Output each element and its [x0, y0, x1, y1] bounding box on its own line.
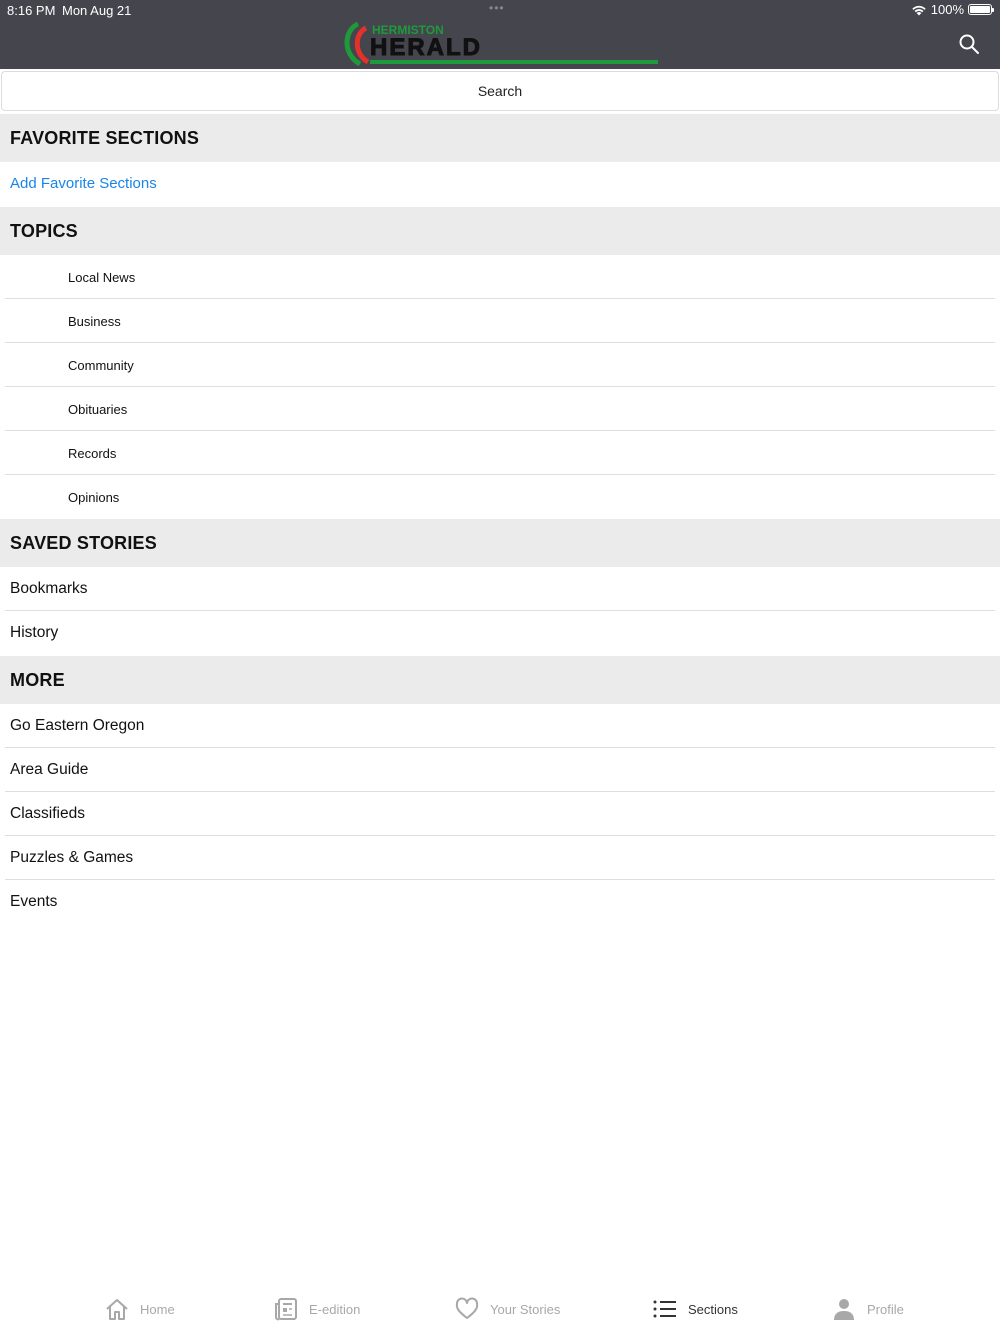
home-icon: [104, 1296, 130, 1322]
favorite-sections-title: FAVORITE SECTIONS: [10, 128, 200, 148]
status-time: 8:16 PM: [7, 3, 56, 18]
more-header: [0, 656, 1000, 704]
topic-item-local-news[interactable]: [0, 255, 1000, 299]
tab-your-stories[interactable]: [454, 1296, 560, 1322]
more-label: Area Guide: [10, 761, 89, 778]
search-icon[interactable]: [958, 33, 980, 55]
newspaper-icon: [273, 1296, 299, 1322]
topic-label: Local News: [68, 270, 136, 285]
add-favorite-sections-label: Add Favorite Sections: [10, 175, 157, 192]
battery-icon: [968, 4, 992, 15]
favorite-sections-header: [0, 114, 1000, 162]
tab-e-edition[interactable]: [273, 1296, 360, 1322]
tab-label: Your Stories: [490, 1301, 561, 1317]
saved-item-history[interactable]: [0, 611, 1000, 655]
svg-text:HERMISTON: HERMISTON: [372, 23, 444, 37]
tab-label: Home: [140, 1301, 175, 1317]
tab-label: Sections: [688, 1301, 738, 1317]
hermiston-herald-logo[interactable]: [340, 20, 660, 68]
more-item-area-guide[interactable]: [0, 748, 1000, 792]
tab-profile[interactable]: [831, 1296, 904, 1322]
more-label: Puzzles & Games: [10, 849, 134, 866]
topic-item-records[interactable]: [0, 431, 1000, 475]
status-bar: [0, 0, 1000, 20]
topic-label: Records: [68, 446, 117, 461]
more-label: Events: [10, 893, 58, 910]
tab-sections[interactable]: [652, 1296, 738, 1322]
wifi-icon: [911, 4, 927, 16]
more-item-puzzles-games[interactable]: [0, 836, 1000, 880]
tab-label: Profile: [867, 1301, 904, 1317]
more-label: Classifieds: [10, 805, 85, 822]
topic-label: Business: [68, 314, 121, 329]
status-date: Mon Aug 21: [62, 3, 132, 18]
add-favorite-sections-link[interactable]: [0, 162, 1000, 206]
person-icon: [831, 1296, 857, 1322]
topic-item-business[interactable]: [0, 299, 1000, 343]
more-title: MORE: [10, 670, 65, 690]
multitasking-dots[interactable]: •••: [489, 1, 505, 15]
app-header: [0, 0, 1000, 69]
tab-home[interactable]: [104, 1296, 175, 1322]
svg-text:HERALD: HERALD: [370, 34, 482, 61]
topic-item-opinions[interactable]: [0, 475, 1000, 519]
topics-title: TOPICS: [10, 221, 78, 241]
topic-item-community[interactable]: [0, 343, 1000, 387]
saved-stories-header: [0, 519, 1000, 567]
topic-label: Obituaries: [68, 402, 128, 417]
status-right: [911, 2, 992, 17]
topic-label: Opinions: [68, 490, 120, 505]
tab-bar: [0, 1284, 1000, 1334]
saved-stories-title: SAVED STORIES: [10, 533, 157, 553]
list-icon: [652, 1296, 678, 1322]
topics-header: [0, 207, 1000, 255]
topic-item-obituaries[interactable]: [0, 387, 1000, 431]
more-label: Go Eastern Oregon: [10, 717, 145, 734]
battery-percent: 100%: [930, 2, 964, 17]
search-label: Search: [477, 83, 523, 99]
saved-label: Bookmarks: [10, 580, 88, 597]
heart-icon: [454, 1296, 480, 1322]
saved-label: History: [10, 624, 59, 641]
saved-item-bookmarks[interactable]: [0, 567, 1000, 611]
more-item-events[interactable]: [0, 880, 1000, 924]
topic-label: Community: [68, 358, 134, 373]
tab-label: E-edition: [309, 1301, 361, 1317]
search-bar[interactable]: [1, 71, 999, 111]
more-item-classifieds[interactable]: [0, 792, 1000, 836]
more-item-go-eastern-oregon[interactable]: [0, 704, 1000, 748]
